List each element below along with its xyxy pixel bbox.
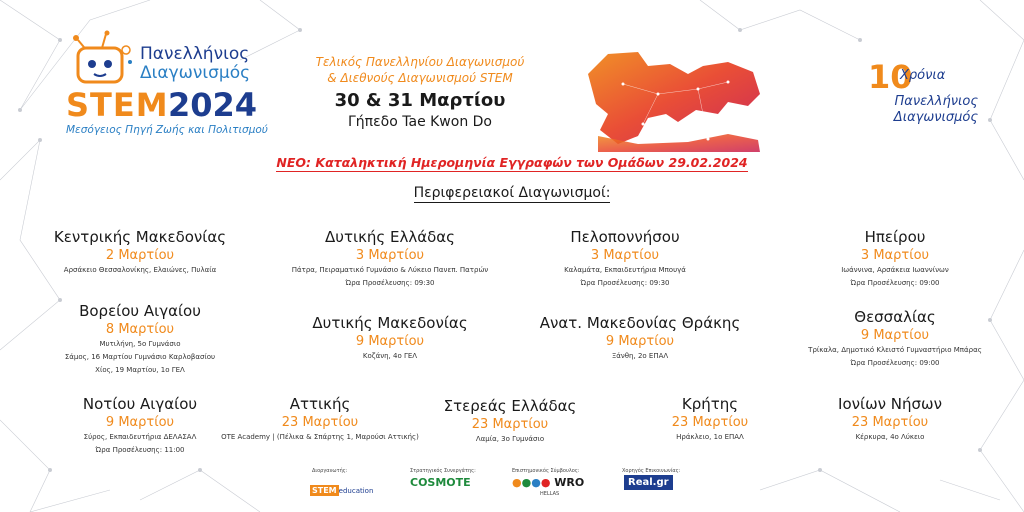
region-date: 8 Μαρτίου: [105, 322, 175, 337]
region-detail: Τρίκαλα, Δημοτικό Κλειστό Γυμναστήριο Μπάρας: [808, 346, 982, 354]
stem-logo-text: STEM: [312, 486, 337, 495]
final-title-line-2: & Διεθνούς Διαγωνισμού STEM: [327, 71, 513, 85]
region-name: Αττικής: [289, 395, 351, 413]
anniversary-line-3: Διαγωνισμός: [893, 110, 978, 125]
region-date: 2 Μαρτίου: [105, 248, 175, 263]
region-attica: [220, 395, 420, 443]
registration-notice: ΝΕΟ: Καταληκτική Ημερομηνία Εγγραφών των Ομάδων 29.02.2024: [276, 155, 748, 170]
region-detail: Αρσάκειο Θεσσαλονίκης, Ελαιώνες, Πυλαία: [63, 266, 217, 274]
region-name: Ανατ. Μακεδονίας Θράκης: [539, 314, 741, 332]
regional-title: Περιφερειακοί Διαγωνισμοί:: [413, 185, 611, 201]
region-detail: Χίος, 19 Μαρτίου, 1ο ΓΕΛ: [95, 366, 185, 374]
region-detail: Κοζάνη, 4ο ΓΕΛ: [362, 352, 418, 360]
region-date: 9 Μαρτίου: [605, 334, 675, 349]
logo-line-1: Πανελλήνιος: [140, 44, 250, 64]
region-central-macedonia: [40, 228, 240, 276]
region-name: Κρήτης: [681, 395, 739, 413]
organizer-label: Διοργανωτής:: [312, 468, 348, 474]
region-thessaly: [790, 308, 1000, 369]
media-label: Χορηγός Επικοινωνίας:: [622, 468, 681, 474]
region-detail: Ώρα Προσέλευσης: 09:00: [850, 279, 940, 287]
region-detail: Ξάνθη, 2ο ΕΠΑΛ: [611, 352, 669, 360]
region-name: Βορείου Αιγαίου: [79, 302, 201, 320]
region-date: 9 Μαρτίου: [105, 415, 175, 430]
region-detail: Ώρα Προσέλευσης: 09:30: [580, 279, 670, 287]
wro-people-icon: ●: [512, 476, 522, 489]
final-venue: Γήπεδο Tae Kwon Do: [348, 114, 492, 130]
real-gr-logo: Real.gr: [624, 475, 673, 490]
logo-year: 2024: [168, 86, 258, 124]
region-detail: Ώρα Προσέλευσης: 11:00: [95, 446, 185, 454]
region-western-macedonia: [280, 314, 500, 362]
stem-education-logo: [310, 478, 390, 495]
region-name: Ιονίων Νήσων: [838, 395, 942, 413]
region-detail: Πάτρα, Πειραματικό Γυμνάσιο & Λύκειο Πανεπ. Πατρών: [291, 266, 489, 274]
region-date: 23 Μαρτίου: [671, 415, 749, 430]
logo-line-2: Διαγωνισμός: [140, 63, 251, 83]
robot-logo-icon: [66, 30, 136, 92]
region-central-greece: [420, 397, 600, 445]
region-north-aegean: [40, 302, 240, 376]
region-name: Νοτίου Αιγαίου: [82, 395, 198, 413]
region-date: 9 Μαρτίου: [355, 334, 425, 349]
region-detail: Λαμία, 3ο Γυμνάσιο: [475, 435, 545, 443]
region-date: 9 Μαρτίου: [860, 328, 930, 343]
anniversary-line-1: Χρόνια: [900, 68, 946, 83]
region-name: Θεσσαλίας: [854, 308, 936, 326]
region-detail: Κέρκυρα, 4ο Λύκειο: [855, 433, 925, 441]
wro-logo-text: WRO: [554, 476, 585, 489]
region-detail: Ώρα Προσέλευσης: 09:00: [850, 359, 940, 367]
final-title-line-1: Τελικός Πανελληνίου Διαγωνισμού: [315, 55, 525, 69]
region-epirus: [800, 228, 990, 289]
final-dates: 30 & 31 Μαρτίου: [334, 90, 506, 111]
region-date: 3 Μαρτίου: [590, 248, 660, 263]
region-detail: Μυτιλήνη, 5ο Γυμνάσιο: [99, 340, 181, 348]
region-date: 3 Μαρτίου: [355, 248, 425, 263]
region-peloponnese: [530, 228, 720, 289]
anniversary-number: 10: [868, 58, 913, 96]
wro-logo: ●●●● WRO: [512, 476, 585, 489]
region-date: 3 Μαρτίου: [860, 248, 930, 263]
region-crete: [620, 395, 800, 443]
region-detail: OTE Academy | (Πέλικα & Σπάρτης 1, Μαρούσι Αττικής): [221, 433, 419, 441]
region-date: 23 Μαρτίου: [851, 415, 929, 430]
mediterranean-map-icon: [578, 44, 768, 154]
region-east-macedonia-thrace: [520, 314, 760, 362]
region-date: 23 Μαρτίου: [281, 415, 359, 430]
region-detail: Ιωάννινα, Αρσάκεια Ιωαννίνων: [841, 266, 949, 274]
strategic-label: Στρατηγικός Συνεργάτης:: [410, 468, 476, 474]
region-name: Κεντρικής Μακεδονίας: [53, 228, 227, 246]
region-detail: Ηράκλειο, 1ο ΕΠΑΛ: [676, 433, 744, 441]
scientific-label: Επιστημονικός Σύμβουλος:: [512, 468, 580, 474]
region-detail: Ώρα Προσέλευσης: 09:30: [345, 279, 435, 287]
region-name: Ηπείρου: [864, 228, 926, 246]
cosmote-logo: COSMOTE: [410, 476, 471, 489]
wro-hellas-text: HELLAS: [540, 491, 560, 497]
anniversary-line-2: Πανελλήνιος: [894, 94, 978, 109]
logo-stem: STEM: [66, 86, 169, 124]
logo-tagline: Μεσόγειος Πηγή Ζωής και Πολιτισμού: [66, 124, 268, 136]
region-ionian-islands: [800, 395, 980, 443]
region-name: Δυτικής Μακεδονίας: [312, 314, 468, 332]
region-south-aegean: [40, 395, 240, 456]
region-name: Πελοποννήσου: [570, 228, 680, 246]
education-logo-text: education: [338, 487, 374, 495]
region-detail: Σύρος, Εκπαιδευτήρια ΔΕΛΑΣΑΛ: [83, 433, 197, 441]
region-western-greece: [270, 228, 510, 289]
region-detail: Καλαμάτα, Εκπαιδευτήρια Μπουγά: [564, 266, 686, 274]
region-name: Δυτικής Ελλάδας: [325, 228, 455, 246]
region-date: 23 Μαρτίου: [471, 417, 549, 432]
region-name: Στερεάς Ελλάδας: [443, 397, 577, 415]
region-detail: Σάμος, 16 Μαρτίου Γυμνάσιο Καρλοβασίου: [64, 353, 216, 361]
